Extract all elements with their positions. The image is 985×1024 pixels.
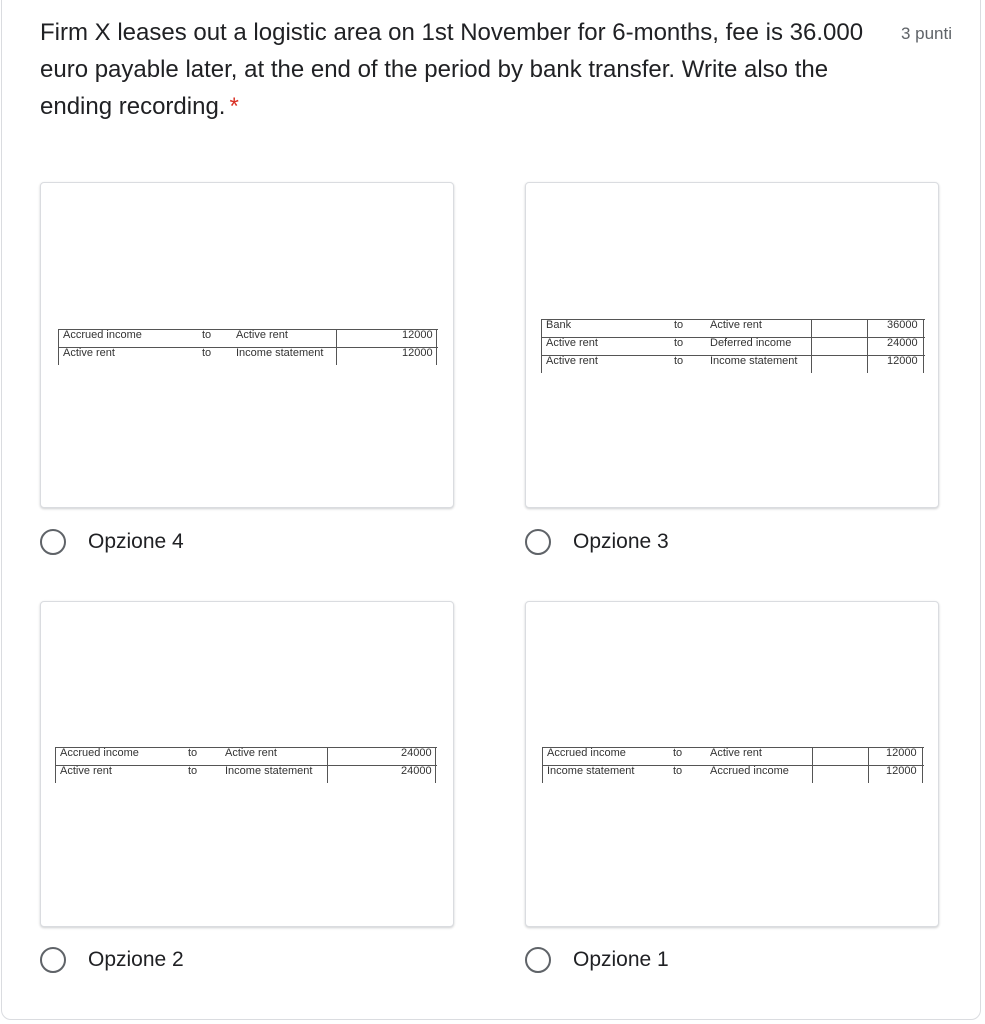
- ledger-row: [58, 347, 438, 365]
- option-1-image[interactable]: [525, 601, 939, 927]
- option-1-label: Opzione 1: [573, 948, 669, 971]
- ledger-amount: 24000: [401, 765, 432, 777]
- option-2-image[interactable]: [40, 601, 454, 927]
- ledger-row: [541, 337, 925, 355]
- ledger-row: [541, 355, 925, 373]
- points-label: 3 punti: [900, 24, 952, 43]
- option-3-choice[interactable]: [525, 529, 669, 555]
- option-2-radio[interactable]: [40, 947, 66, 973]
- ledger-debit-account: Accrued income: [60, 747, 139, 759]
- option-3-image[interactable]: [525, 182, 939, 508]
- ledger-amount: 12000: [887, 355, 918, 367]
- ledger-row: [542, 765, 924, 783]
- ledger-amount: 12000: [886, 747, 917, 759]
- ledger-table: [55, 747, 437, 783]
- option-1-choice[interactable]: [525, 947, 669, 973]
- ledger-to-label: to: [674, 337, 684, 349]
- ledger-row: [55, 747, 437, 765]
- question-text: Firm X leases out a logistic area on 1st November for 6-months, fee is 36.000 euro payable later, at the end of the period by bank transfer. Write also the ending recording.: [40, 19, 864, 120]
- ledger-debit-account: Accrued income: [547, 747, 626, 759]
- ledger-credit-account: Active rent: [225, 747, 277, 759]
- ledger-credit-account: Active rent: [236, 329, 288, 341]
- ledger-credit-account: Income statement: [236, 347, 324, 359]
- ledger-debit-account: Bank: [546, 319, 572, 331]
- ledger-to-label: to: [673, 765, 683, 777]
- ledger-amount: 12000: [402, 329, 433, 341]
- ledger-row: [58, 329, 438, 347]
- ledger-table: [542, 747, 924, 783]
- ledger-table: [58, 329, 438, 365]
- required-asterisk: *: [229, 93, 239, 120]
- ledger-debit-account: Income statement: [547, 765, 635, 777]
- ledger-amount: 12000: [886, 765, 917, 777]
- option-3-radio[interactable]: [525, 529, 551, 555]
- option-2-label: Opzione 2: [88, 948, 184, 971]
- option-4-image[interactable]: [40, 182, 454, 508]
- option-4-choice[interactable]: [40, 529, 184, 555]
- ledger-to-label: to: [202, 347, 212, 359]
- ledger-to-label: to: [202, 329, 212, 341]
- ledger-debit-account: Active rent: [63, 347, 115, 359]
- ledger-amount: 12000: [402, 347, 433, 359]
- ledger-table: [541, 319, 925, 373]
- option-4-radio[interactable]: [40, 529, 66, 555]
- ledger-amount: 24000: [887, 337, 918, 349]
- ledger-amount: 24000: [401, 747, 432, 759]
- ledger-credit-account: Deferred income: [710, 337, 792, 349]
- ledger-to-label: to: [674, 355, 684, 367]
- ledger-to-label: to: [674, 319, 684, 331]
- ledger-amount: 36000: [887, 319, 918, 331]
- option-1-radio[interactable]: [525, 947, 551, 973]
- ledger-debit-account: Active rent: [546, 355, 598, 367]
- question-title: [40, 14, 870, 125]
- option-2-choice[interactable]: [40, 947, 184, 973]
- ledger-credit-account: Income statement: [710, 355, 798, 367]
- option-3-label: Opzione 3: [573, 530, 669, 553]
- ledger-credit-account: Income statement: [225, 765, 313, 777]
- ledger-credit-account: Active rent: [710, 747, 762, 759]
- ledger-row: [55, 765, 437, 783]
- option-4-label: Opzione 4: [88, 530, 184, 553]
- ledger-row: [542, 747, 924, 765]
- ledger-debit-account: Active rent: [60, 765, 112, 777]
- ledger-to-label: to: [188, 747, 198, 759]
- ledger-to-label: to: [188, 765, 198, 777]
- ledger-debit-account: Active rent: [546, 337, 598, 349]
- ledger-debit-account: Accrued income: [63, 329, 142, 341]
- ledger-to-label: to: [673, 747, 683, 759]
- ledger-credit-account: Accrued income: [710, 765, 789, 777]
- ledger-credit-account: Active rent: [710, 319, 762, 331]
- ledger-row: [541, 319, 925, 337]
